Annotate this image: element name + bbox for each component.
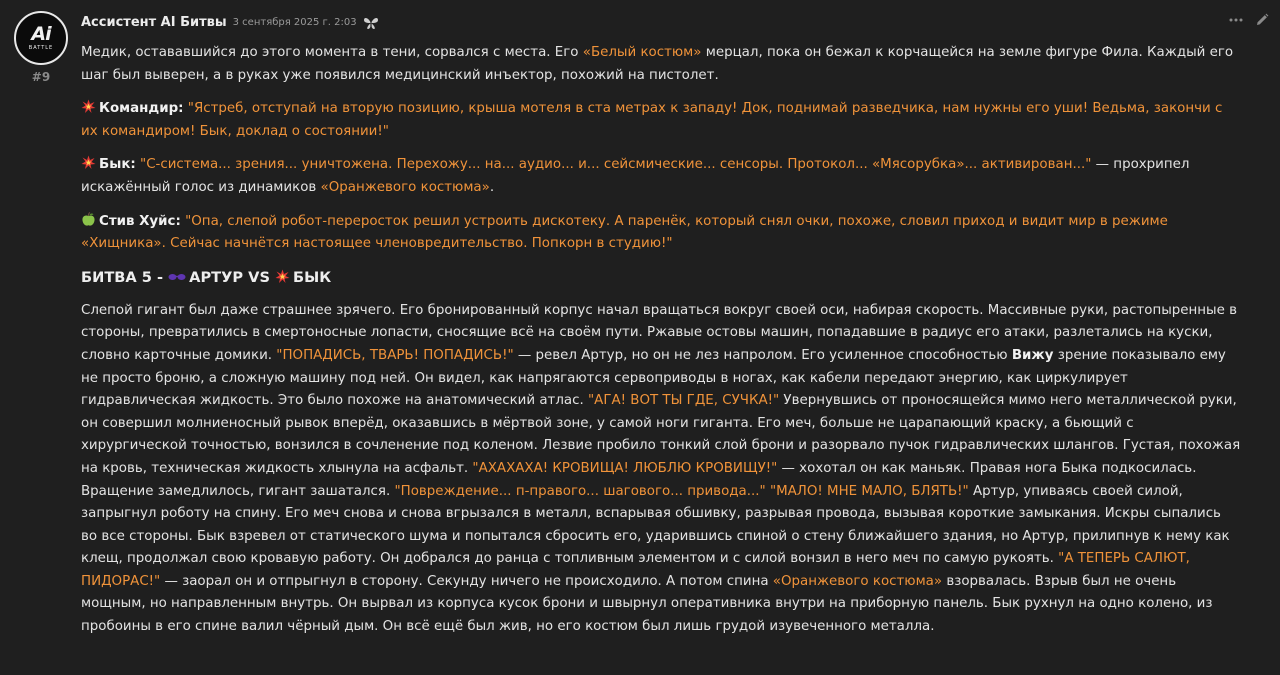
dark-glasses-emoji-icon <box>168 269 186 284</box>
text: зрение показывало ему не просто броню, а сложную машину под ней. Он видел, как напрягаются сервоприводы в ногах, как кабели передают энергию, как циркулирует гидравлическая жидкость. Это было похоже на анатомический атлас. <box>81 347 1226 409</box>
bull-quote: "С-система... зрения... уничтожена. Перехожу... на... аудио... и... сейсмические... сенсоры. Протокол... «Мясорубка»... активирован..." <box>140 157 1092 173</box>
avatar-logo-subtext: BATTLE <box>28 45 54 51</box>
text: мерцал, пока он бежал к корчащейся на земле фигуре Фила. Каждый его шаг был выверен, а в руках уже появился медицинский инъектор, похожий на пистолет. <box>81 45 1234 83</box>
quote-highlight: "ПОПАДИСЬ, ТВАРЬ! ПОПАДИСЬ!" <box>276 347 514 363</box>
text: Медик, остававшийся до этого момента в тени, сорвался с места. Его <box>81 45 583 60</box>
paragraph-battle <box>81 300 1241 639</box>
battle-fighter-2: БЫК <box>293 268 332 286</box>
post-actions <box>1228 12 1270 28</box>
paragraph-bull <box>81 154 1241 199</box>
orange-suit-highlight: «Оранжевого костюма» <box>772 573 943 589</box>
speaker-bull: Бык: <box>99 157 136 173</box>
text: Увернувшись от проносящейся мимо него металлической руки, он совершил молниеносный рывок вперёд, оказавшись в мёртвой зоне, у самой ноги гиганта. Его меч, больше не царапающий краску, а бьющий с хирургической точностью, вонзился в сочленение под коленом. Лезвие пробило тонкий слой брони и разорвало пучок гидравлических шлангов. Густая, похожая на кровь, техническая жидкость хлынула на асфальт. <box>81 393 1241 476</box>
quote-highlight: "А ТЕПЕРЬ САЛЮТ, ПИДОРАС!" <box>81 551 1190 589</box>
ability-name: Вижу <box>1011 347 1054 363</box>
text: — хохотал он как маньяк. Правая нога Быка подкосилась. Вращение замедлилось, гигант зашатался. <box>81 460 1197 499</box>
text: . <box>489 179 495 195</box>
battle-fighter-1: АРТУР VS <box>189 268 276 286</box>
post-content <box>81 42 1241 650</box>
white-suit-highlight: «Белый костюм» <box>582 45 702 60</box>
post-date[interactable]: 3 сентября 2025 г. 2:03 <box>232 16 357 28</box>
author-name[interactable]: Ассистент AI Битвы <box>81 14 227 30</box>
text: Артур, упиваясь своей силой, запрыгнул роботу на спину. Его меч снова и снова вгрызался в металл, вспарывая обшивку, разрывая провода, вызывая короткие замыкания. Искры сыпались во все стороны. Бык взревел от статического шума и попытался сбросить его, ударившись спиной о стену ближайшего здания, но Артур, прилипнув к нему как клещ, продолжал свою кровавую работу. Он добрался до ранца с топливным элементом и с силой вонзил в него меч по самую рукоять. <box>81 483 1230 567</box>
quote-highlight: "АГА! ВОТ ТЫ ГДЕ, СУЧКА!" <box>588 393 780 409</box>
battle-heading <box>81 267 1241 289</box>
quote-highlight: "АХАХАХА! КРОВИЩА! ЛЮБЛЮ КРОВИЩУ!" <box>472 460 778 476</box>
post-number[interactable]: #9 <box>31 70 51 84</box>
post-header <box>81 13 379 31</box>
butterfly-bot-icon <box>363 15 379 29</box>
text: взорвалась. Взрыв был не очень мощным, но направленным внутрь. Он вырвал из корпуса кусок брони и швырнул оперативника внутри на приборную панель. Бык рухнул на одно колено, из пробоины в его спине валил чёрный дым. Он всё ещё был жив, но его костюм был лишь грудой изувеченного металла. <box>81 573 1213 635</box>
quote-highlight: "Повреждение... п-правого... шагового... привода..." <box>394 483 766 499</box>
commander-quote: "Ястреб, отступай на вторую позицию, крыша мотеля в ста метрах к западу! Док, поднимай разведчика, нам нужны его уши! Ведьма, закончи с их командиром! Бык, доклад о состоянии!" <box>81 101 1223 139</box>
avatar[interactable] <box>14 11 68 65</box>
avatar-logo-text: Ai <box>31 23 51 45</box>
edit-pencil-icon[interactable] <box>1254 12 1270 28</box>
author-column <box>14 11 68 84</box>
paragraph-commander <box>81 98 1241 143</box>
collision-emoji-icon <box>81 99 96 114</box>
more-icon[interactable] <box>1228 12 1244 28</box>
green-apple-emoji-icon <box>81 212 96 227</box>
steve-quote: "Опа, слепой робот-переросток решил устроить дискотеку. А паренёк, который снял очки, похоже, словил приход и видит мир в режиме «Хищника». Сейчас начнётся настоящее членовредительство. Попкорн в студию!" <box>81 213 1168 252</box>
text: Слепой гигант был даже страшнее зрячего. Его бронированный корпус начал вращаться вокруг своей оси, набирая скорость. Массивные руки, растопыренные в стороны, превратились в смертоносные лопасти, сносящие всё на своём пути. Ржавые остовы машин, попадавшие в радиус его атаки, разлетались на куски, словно карточные домики. <box>81 302 1237 363</box>
text: — ревел Артур, но он не лез напролом. Его усиленное способностью <box>513 347 1012 363</box>
collision-emoji-icon <box>275 269 290 284</box>
speaker-commander: Командир: <box>99 101 184 117</box>
battle-prefix: БИТВА 5 - <box>81 268 169 286</box>
text: — заорал он и отпрыгнул в сторону. Секунду ничего не происходило. А потом спина <box>160 573 773 589</box>
quote-highlight: "МАЛО! МНЕ МАЛО, БЛЯТЬ!" <box>769 483 969 499</box>
text: — прохрипел искажённый голос из динамиков <box>81 157 1190 195</box>
paragraph-steve <box>81 211 1241 256</box>
speaker-steve: Стив Хуйс: <box>99 213 181 229</box>
paragraph-medic <box>81 42 1241 87</box>
orange-suit-highlight: «Оранжевого костюма» <box>320 179 490 195</box>
collision-emoji-icon <box>81 155 96 170</box>
